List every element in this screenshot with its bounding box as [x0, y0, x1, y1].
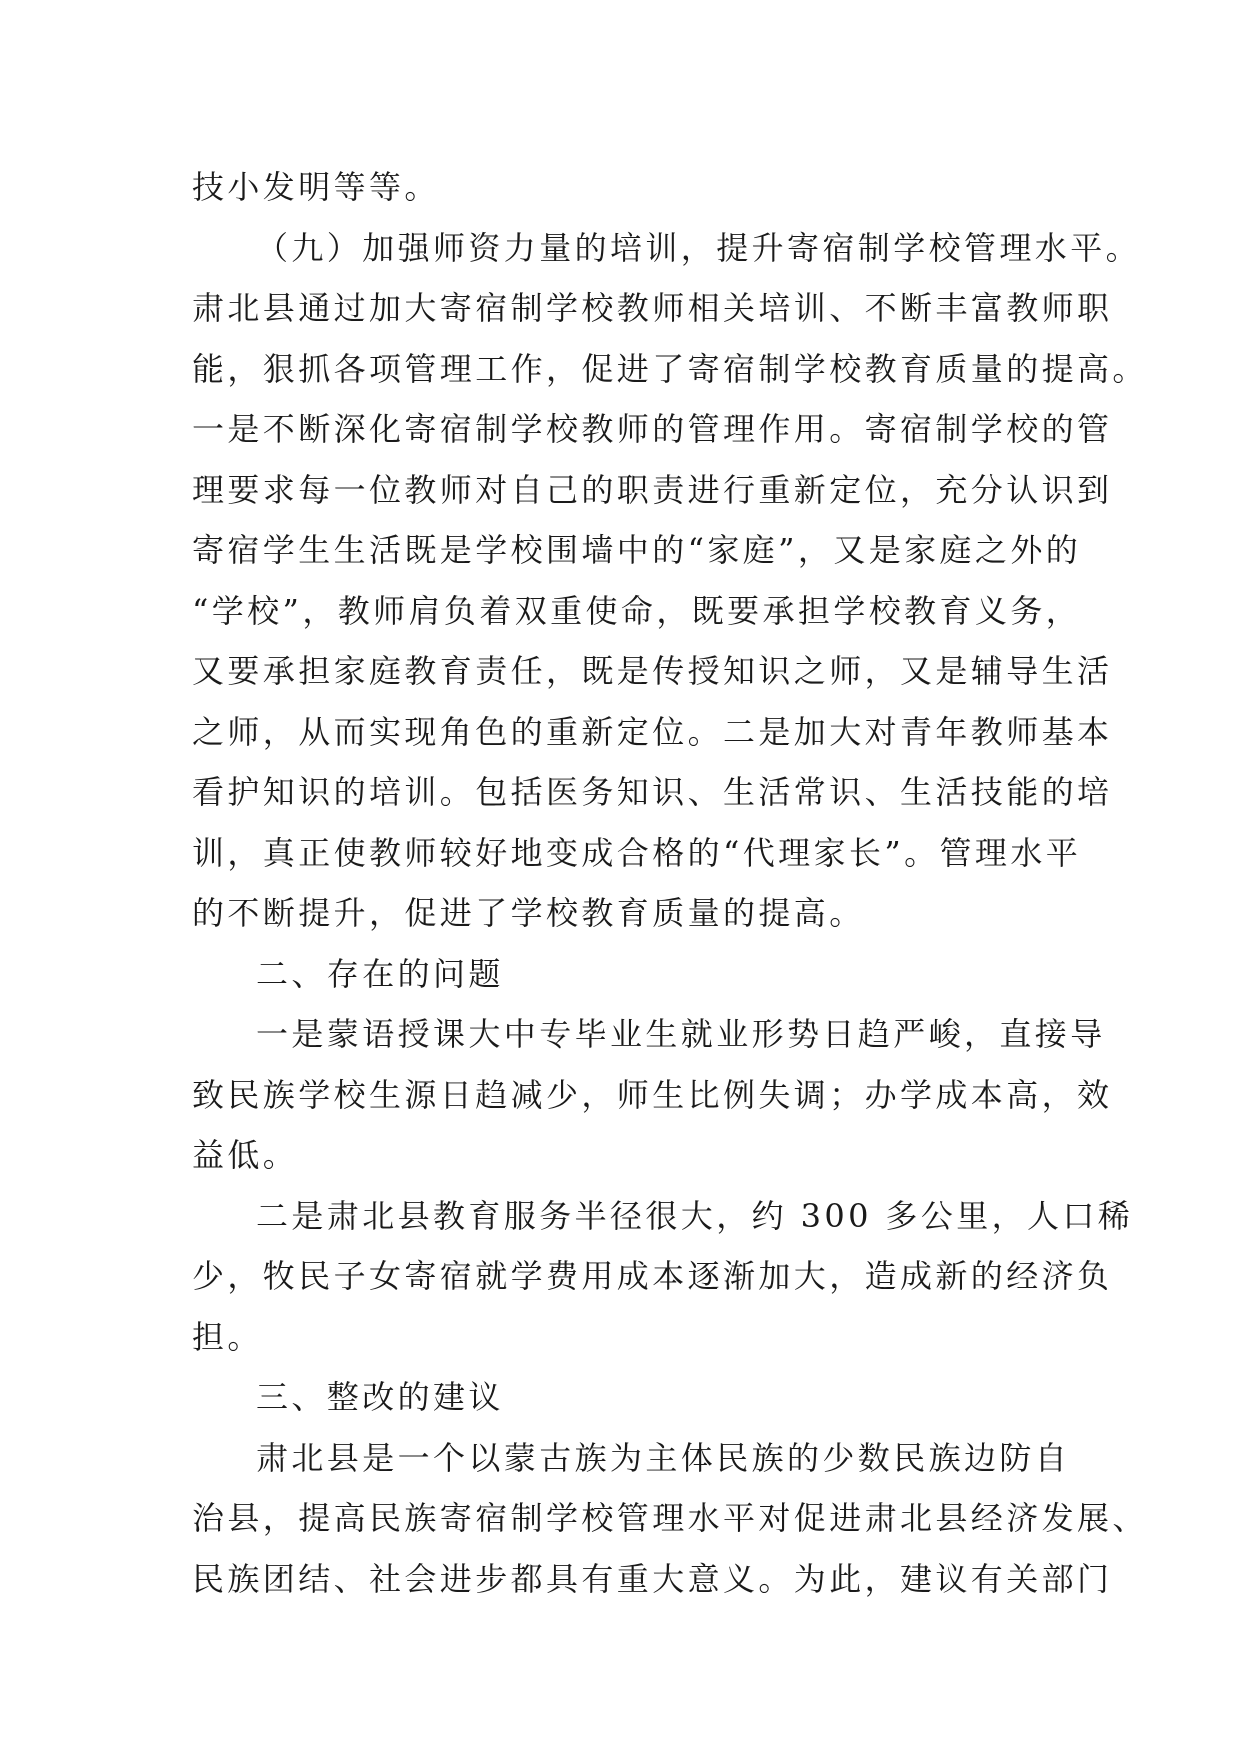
section-heading: 三、整改的建议 — [256, 1378, 504, 1416]
text-line: 一是蒙语授课大中专毕业生就业形势日趋严峻，直接导 — [256, 1015, 1106, 1053]
text-line: 的不断提升，促进了学校教育质量的提高。 — [192, 894, 865, 932]
text-line: 之师，从而实现角色的重新定位。二是加大对青年教师基本 — [192, 712, 1113, 751]
text-line: 治县，提高民族寄宿制学校管理水平对促进肃北县经济发展、 — [192, 1499, 1148, 1537]
text-line: 训，真正使教师较好地变成合格的“代理家长”。管理水平 — [192, 833, 1082, 872]
text-line: 一是不断深化寄宿制学校教师的管理作用。寄宿制学校的管 — [192, 410, 1113, 448]
text-line: （九）加强师资力量的培训，提升寄宿制学校管理水平。 — [256, 228, 1142, 267]
text-line: 致民族学校生源日趋减少，师生比例失调；办学成本高，效 — [192, 1075, 1113, 1114]
text-line: 寄宿学生生活既是学校围墙中的“家庭”，又是家庭之外的 — [192, 531, 1082, 569]
text-line: 民族团结、社会进步都具有重大意义。为此，建议有关部门 — [192, 1559, 1113, 1598]
section-heading: 二、存在的问题 — [256, 954, 504, 993]
text-line: 理要求每一位教师对自己的职责进行重新定位，充分认识到 — [192, 470, 1113, 509]
text-line: “学校”，教师肩负着双重使命，既要承担学校教育义务， — [192, 591, 1082, 630]
text-line: 少，牧民子女寄宿就学费用成本逐渐加大，造成新的经济负 — [192, 1257, 1113, 1295]
text-line: 技小发明等等。 — [192, 168, 440, 206]
text-line: 又要承担家庭教育责任，既是传授知识之师，又是辅导生活 — [192, 652, 1113, 690]
text-line: 看护知识的培训。包括医务知识、生活常识、生活技能的培 — [192, 773, 1113, 811]
text-line: 肃北县通过加大寄宿制学校教师相关培训、不断丰富教师职 — [192, 289, 1113, 327]
document-page — [192, 157, 1148, 1609]
text-line: 担。 — [192, 1317, 263, 1356]
text-line: 能，狠抓各项管理工作，促进了寄宿制学校教育质量的提高。 — [192, 349, 1148, 388]
text-line: 益低。 — [192, 1136, 299, 1174]
text-line: 二是肃北县教育服务半径很大，约 300 多公里，人口稀 — [256, 1196, 1134, 1235]
text-line: 肃北县是一个以蒙古族为主体民族的少数民族边防自 — [256, 1438, 1071, 1477]
